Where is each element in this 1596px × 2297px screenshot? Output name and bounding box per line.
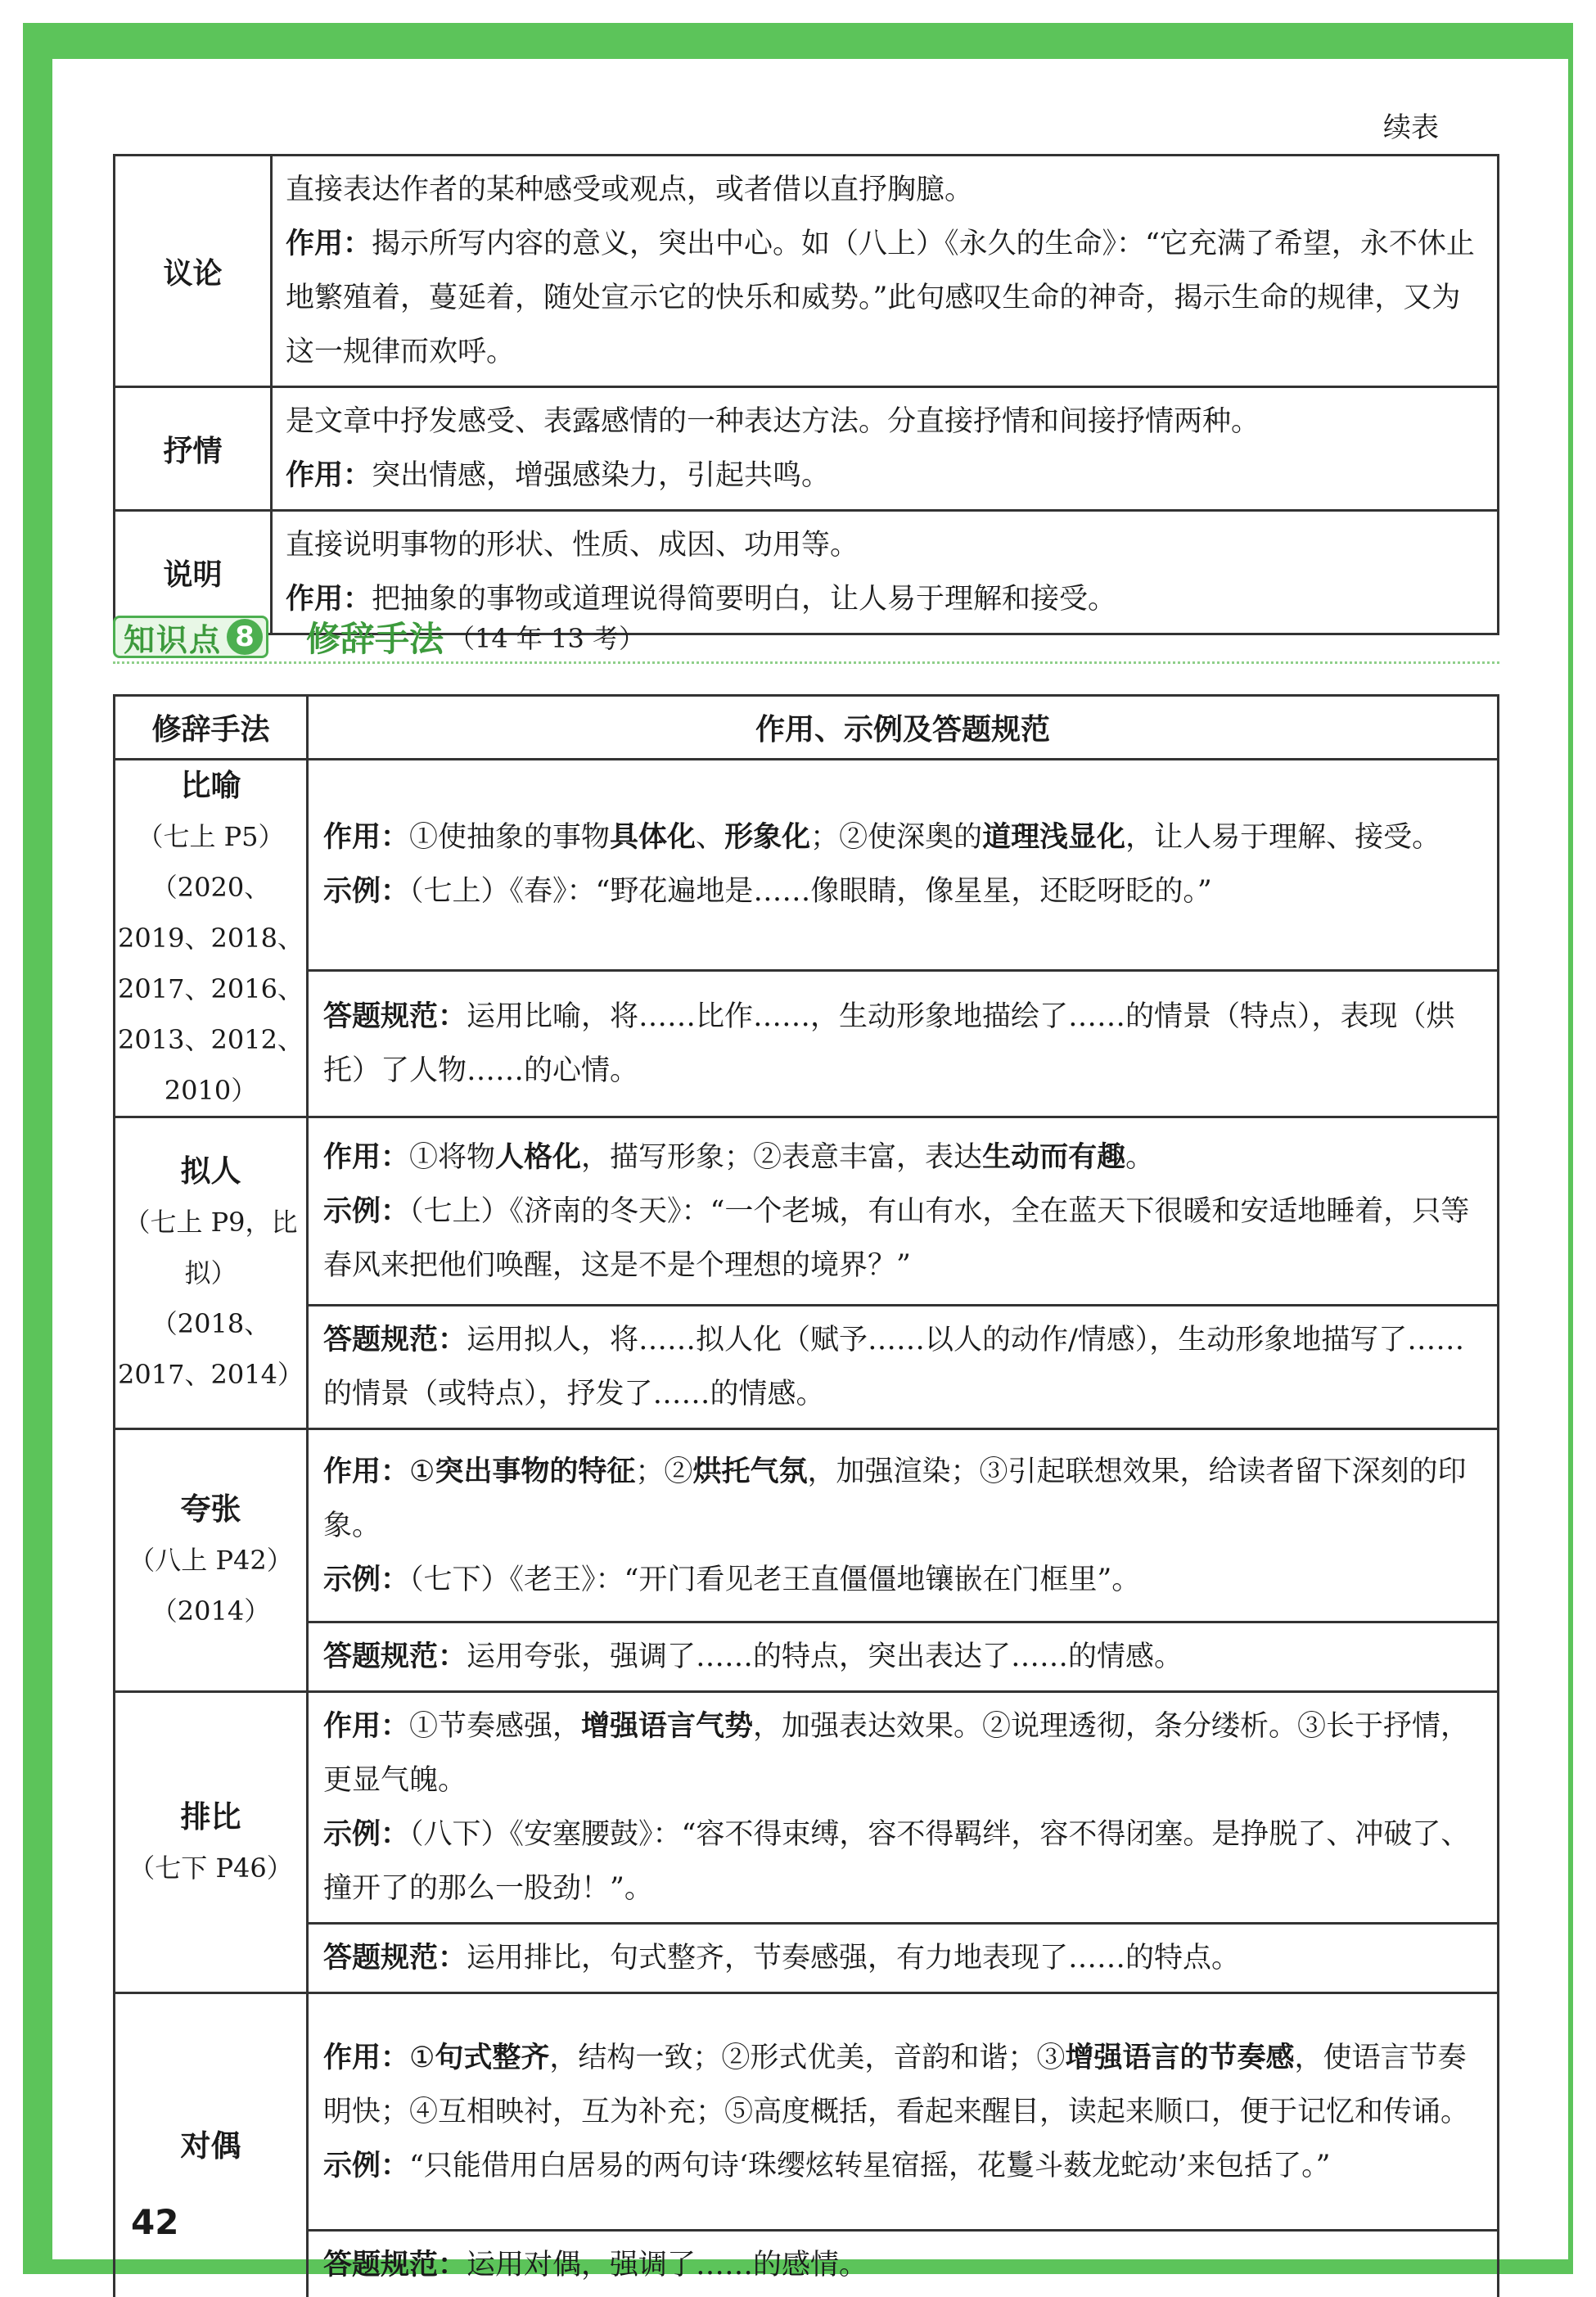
effect-label: 作用： (323, 1140, 410, 1174)
table-row (115, 970, 1499, 1117)
badge-number: 8 (227, 619, 263, 655)
effect-key: 突出事物的特征 (435, 1455, 636, 1488)
effect-text: 、 (696, 821, 725, 855)
example-label: 示例： (323, 875, 410, 909)
effect-key: 具体化 (610, 821, 697, 855)
rhetoric-name-cell (115, 1117, 308, 1429)
effect-text: ① (409, 2041, 435, 2074)
rhetoric-name: 对偶 (180, 2128, 241, 2164)
effect-label: 作用： (323, 1455, 410, 1488)
effect-line (323, 1445, 1482, 1553)
table-row (115, 1429, 1499, 1622)
rhetoric-name-cell (115, 1993, 308, 2297)
effect-key: 增强语言的节奏感 (1065, 2041, 1295, 2074)
heading-divider (113, 661, 1499, 664)
effect-text: ，描写形象；②表意丰富，表达 (581, 1140, 983, 1174)
effect-text: ①使抽象的事物 (409, 821, 611, 855)
answer-cell (308, 1306, 1499, 1429)
example-line (323, 1807, 1482, 1916)
effect-key: 句式整齐 (435, 2041, 550, 2074)
effect-key: 道理浅显化 (982, 821, 1126, 855)
rhetoric-name-cell (115, 760, 308, 1117)
answer-text: 运用拟人，将……拟人化（赋予……以人的动作/情感），生动形象地描写了……的情景（或特点），抒发了……的情感。 (323, 1324, 1465, 1410)
section-subtitle: （14 年 13 考） (449, 623, 645, 654)
table-row (115, 1622, 1499, 1692)
example-text: （八下）《安塞腰鼓》：“容不得束缚，容不得羁绊，容不得闭塞。是挣脱了、冲破了、撞开了的那么一股劲！”。 (323, 1818, 1470, 1905)
rhetoric-name: 排比 (180, 1798, 241, 1834)
green-frame-left (23, 23, 52, 2274)
example-text: （七上）《春》：“野花遍地是……像眼睛，像星星，还眨呀眨的。” (409, 875, 1212, 909)
continued-label: 续表 (1383, 111, 1439, 144)
effect-text: ① (409, 1455, 435, 1488)
rhetoric-name-cell (115, 1429, 308, 1692)
table-row (115, 1306, 1499, 1429)
effect-text: ，让人易于理解、接受。 (1125, 821, 1441, 855)
effect-example-cell (308, 1993, 1499, 2231)
answer-text: 运用比喻，将……比作……，生动形象地描绘了……的情景（特点），表现（烘托）了人物……的心情。 (323, 1000, 1455, 1087)
example-label: 示例： (323, 1563, 410, 1596)
textbook-reference: （七下 P46） (128, 1852, 293, 1884)
example-text: （七下）《老王》：“开门看见老王直僵僵地镶嵌在门框里”。 (409, 1563, 1141, 1596)
answer-label: 答题规范： (323, 2249, 467, 2281)
example-text: “只能借用白居易的两句诗‘珠缨炫转星宿摇，花鬘斗薮龙蛇动’来包括了。” (409, 2149, 1331, 2182)
column-header: 作用、示例及答题规范 (308, 696, 1499, 760)
example-label: 示例： (323, 2149, 410, 2182)
expression-methods-table (113, 154, 1499, 635)
answer-cell (308, 1924, 1499, 1993)
method-name: 抒情 (115, 387, 272, 511)
table-row (115, 156, 1499, 387)
green-frame-top (23, 23, 1573, 59)
example-line (323, 2139, 1482, 2193)
answer-label: 答题规范： (323, 1000, 467, 1033)
effect-text: ；② (635, 1455, 693, 1488)
rhetoric-name: 夸张 (180, 1491, 241, 1527)
answer-label: 答题规范： (323, 1640, 467, 1673)
exam-years: （2014） (151, 1595, 271, 1627)
effect-label: 作用： (323, 2041, 410, 2074)
textbook-reference: （七上 P5） (137, 821, 285, 852)
textbook-reference: （七上 P9，比拟） (124, 1207, 298, 1288)
section-title: 修辞手法 (306, 619, 444, 659)
answer-text: 运用排比，句式整齐，节奏感强，有力地表现了……的特点。 (467, 1942, 1241, 1974)
rhetoric-name: 拟人 (180, 1153, 241, 1189)
page-number: 42 (131, 2202, 179, 2242)
table-row (115, 760, 1499, 971)
effect-line (323, 1130, 1482, 1185)
example-label: 示例： (323, 1194, 410, 1228)
rhetoric-table (113, 694, 1499, 2297)
method-definition: 是文章中抒发感受、表露感情的一种表达方法。分直接抒情和间接抒情两种。 (286, 405, 1260, 438)
example-line (323, 864, 1482, 918)
knowledge-point-heading (113, 614, 645, 660)
effect-line (323, 810, 1482, 864)
effect-example-cell (308, 760, 1499, 971)
effect-text: ①节奏感强， (409, 1710, 582, 1743)
example-line (323, 1185, 1482, 1293)
effect-label: 作用： (286, 459, 372, 492)
table-row (115, 1117, 1499, 1306)
effect-label: 作用： (323, 1710, 410, 1743)
effect-text: ，加强渲染；③引起联想效果，给读者留下深刻的印象。 (323, 1455, 1467, 1542)
answer-label: 答题规范： (323, 1324, 467, 1356)
effect-text: 揭示所写内容的意义，突出中心。如（八上）《永久的生命》：“它充满了希望，永不休止地繁殖着，蔓延着，随处宣示它的快乐和威势。”此句感叹生命的神奇，揭示生命的规律，又为这一规律而欢呼。 (286, 228, 1475, 368)
effect-label: 作用： (323, 821, 410, 855)
effect-text: 突出情感，增强感染力，引起共鸣。 (372, 459, 831, 492)
exam-years: （2018、2017、2014） (118, 1308, 304, 1390)
method-effect (286, 449, 1484, 503)
effect-line (323, 2031, 1482, 2139)
effect-example-cell (308, 1429, 1499, 1622)
method-name: 议论 (115, 156, 272, 387)
effect-text: ；②使深奥的 (810, 821, 983, 855)
rhetoric-name-cell (115, 1692, 308, 1993)
effect-example-cell (308, 1117, 1499, 1306)
effect-text: 。 (1125, 1140, 1155, 1174)
method-name: 说明 (115, 511, 272, 634)
effect-key: 人格化 (495, 1140, 582, 1174)
answer-label: 答题规范： (323, 1942, 467, 1974)
answer-cell (308, 2231, 1499, 2297)
effect-key: 烘托气氛 (692, 1455, 808, 1488)
knowledge-point-badge (113, 616, 268, 658)
example-line (323, 1553, 1482, 1607)
method-description (272, 156, 1499, 387)
example-text: （七上）《济南的冬天》：“一个老城，有山有水，全在蓝天下很暖和安适地睡着，只等春风来把他们唤醒，这是不是个理想的境界？” (323, 1194, 1470, 1282)
effect-text: ，加强表达效果。②说理透彻，条分缕析。③长于抒情，更显气魄。 (323, 1710, 1470, 1797)
table-header-row (115, 696, 1499, 760)
example-label: 示例： (323, 1818, 410, 1851)
table-row (115, 1692, 1499, 1924)
table-row (115, 2231, 1499, 2297)
effect-text: 把抽象的事物或道理说得简要明白，让人易于理解和接受。 (372, 583, 1117, 616)
effect-label: 作用： (286, 583, 372, 616)
table-row (115, 1993, 1499, 2231)
method-effect (286, 217, 1484, 379)
effect-text: ，结构一致；②形式优美，音韵和谐；③ (549, 2041, 1066, 2074)
answer-cell (308, 970, 1499, 1117)
exam-years: （2020、2019、2018、2017、2016、2013、2012、2010） (118, 872, 304, 1106)
effect-label: 作用： (286, 228, 372, 260)
effect-text: ，使语言节奏明快；④互相映衬，互为补充；⑤高度概括，看起来醒目，读起来顺口，便于记忆和传诵。 (323, 2041, 1470, 2128)
effect-example-cell (308, 1692, 1499, 1924)
effect-key: 生动而有趣 (982, 1140, 1126, 1174)
method-definition: 直接表达作者的某种感受或观点，或者借以直抒胸臆。 (286, 174, 974, 206)
effect-key: 增强语言气势 (581, 1710, 754, 1743)
rhetoric-name: 比喻 (180, 768, 241, 803)
effect-text: ①将物 (409, 1140, 496, 1174)
answer-text: 运用对偶，强调了……的感情。 (467, 2249, 868, 2281)
answer-text: 运用夸张，强调了……的特点，突出表达了……的情感。 (467, 1640, 1183, 1673)
textbook-reference: （八上 P42） (128, 1545, 293, 1576)
table-row (115, 387, 1499, 511)
method-definition: 直接说明事物的形状、性质、成因、功用等。 (286, 529, 859, 562)
effect-line (323, 1699, 1482, 1807)
effect-key: 形象化 (724, 821, 811, 855)
method-description (272, 387, 1499, 511)
column-header: 修辞手法 (115, 696, 308, 760)
green-frame-right (1568, 23, 1573, 2274)
answer-cell (308, 1622, 1499, 1692)
badge-text: 知识点 (124, 621, 223, 658)
table-row (115, 1924, 1499, 1993)
